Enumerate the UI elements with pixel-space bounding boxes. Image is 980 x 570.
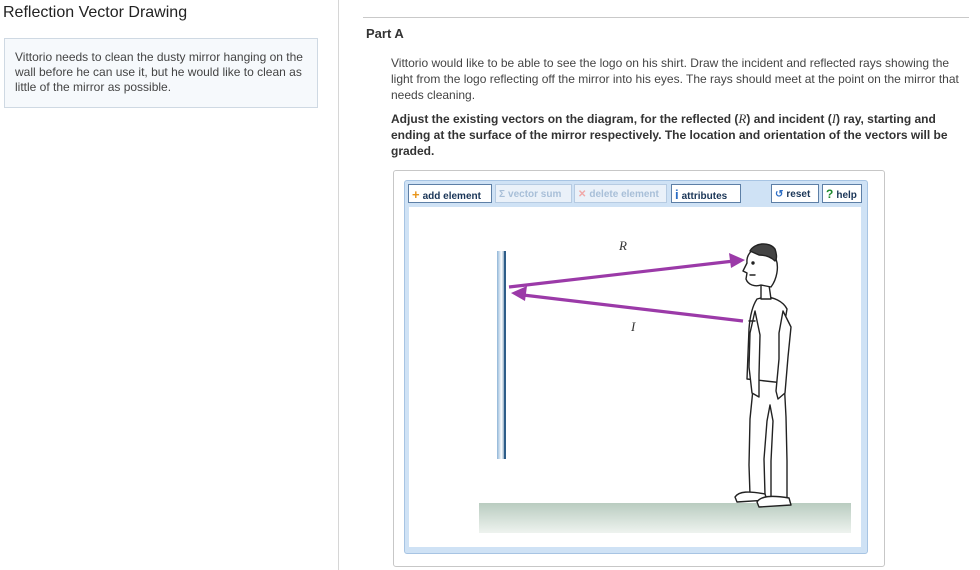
instr-part-2: ) and incident ( (746, 112, 832, 126)
help-label: help (836, 190, 857, 201)
right-panel (339, 0, 980, 570)
reset-icon: ↺ (775, 189, 784, 200)
mirror (497, 251, 506, 459)
part-divider (363, 17, 969, 18)
intro-box: Vittorio needs to clean the dusty mirror hanging on the wall before he can use it, but he would like to clean as little of the mirror as possible. (4, 38, 318, 108)
toolbar (405, 181, 867, 207)
drawing-canvas[interactable] (409, 207, 861, 547)
add-element-label: add element (422, 191, 481, 202)
man-figure (735, 244, 791, 507)
question-text: Vittorio would like to be able to see the logo on his shirt. Draw the incident and reflected rays showing the light from the logo reflecting off the mirror into his eyes. The rays should meet at the point on the mirror that needs cleaning. (391, 56, 959, 102)
instr-part-3: ) ray, starting and ending at the surface of the mirror respectively. The location and orientation of the vectors will be graded. (391, 112, 948, 158)
attributes-label: attributes (681, 191, 728, 202)
delete-element-button[interactable] (574, 184, 667, 203)
part-label: Part A (366, 26, 404, 41)
delete-element-label: delete element (589, 189, 659, 200)
plus-icon: + (412, 187, 420, 202)
reflected-vector-r[interactable] (509, 253, 745, 287)
instr-r-symbol: R (738, 111, 747, 126)
instr-i-symbol: I (831, 111, 837, 126)
help-icon: ? (826, 187, 834, 201)
vector-sum-button[interactable] (495, 184, 572, 203)
floor (479, 503, 851, 533)
instr-part-1: Adjust the existing vectors on the diagram, for the reflected ( (391, 112, 739, 126)
reset-label: reset (786, 189, 811, 200)
diagram-svg (409, 207, 861, 547)
page-title: Reflection Vector Drawing (3, 4, 188, 21)
incident-vector-i[interactable] (511, 286, 743, 321)
vector-i-label: I (631, 319, 636, 334)
reset-button[interactable] (771, 184, 819, 203)
delete-x-icon: ✕ (578, 189, 587, 200)
add-element-button[interactable] (408, 184, 492, 203)
attributes-button[interactable] (671, 184, 741, 203)
sigma-icon: Σ (499, 189, 506, 200)
help-button[interactable] (822, 184, 862, 203)
vector-sum-label: vector sum (508, 189, 562, 200)
drawing-tool-frame (393, 170, 885, 567)
info-icon: i (675, 187, 679, 202)
instructions-text (391, 111, 965, 159)
drawing-tool (404, 180, 868, 554)
vector-r-label: R (619, 238, 627, 253)
left-panel (0, 0, 339, 570)
